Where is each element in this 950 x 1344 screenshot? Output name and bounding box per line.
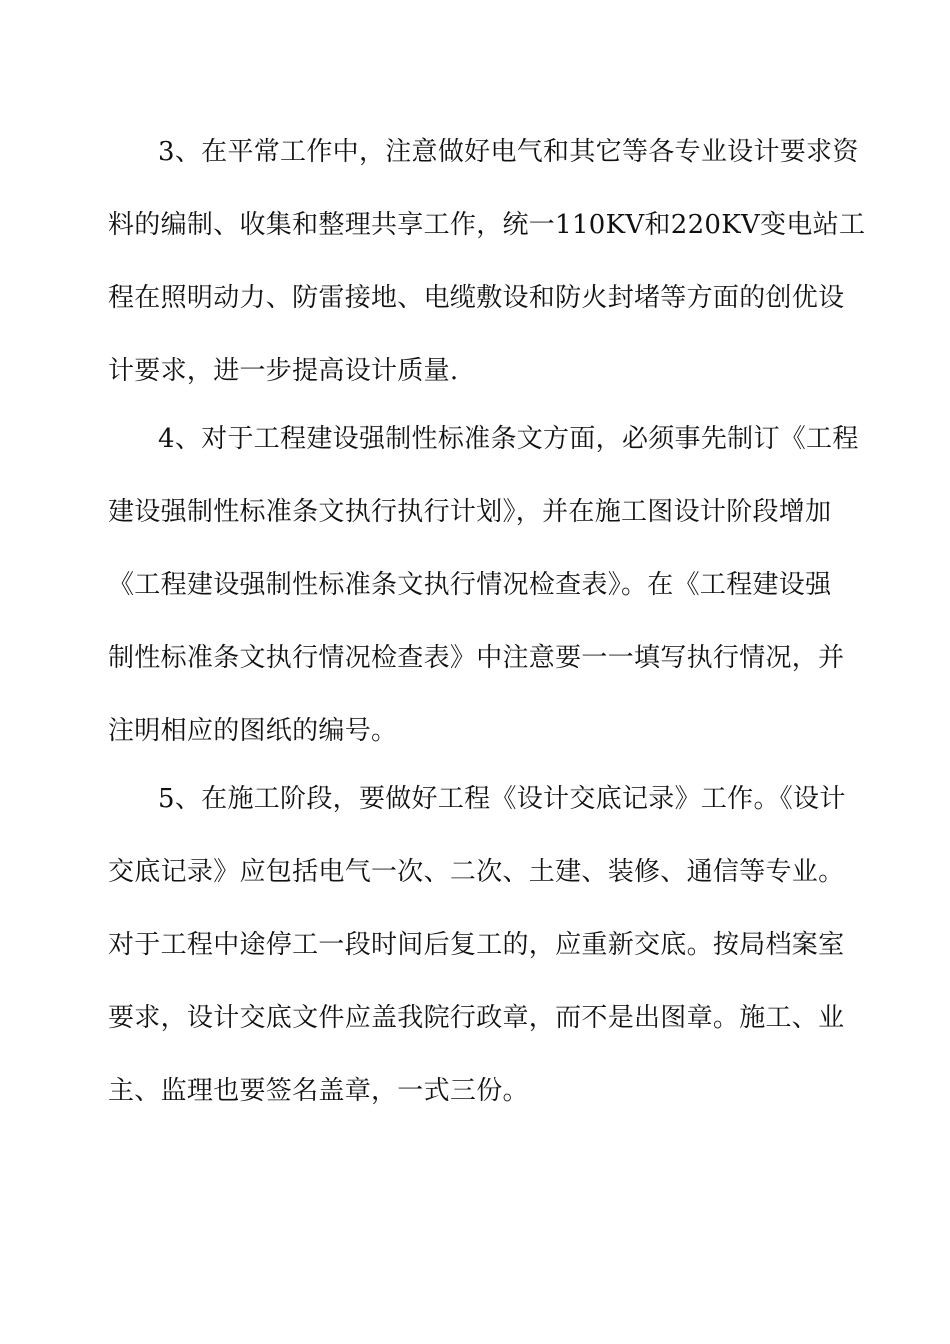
paragraph-line: 3、在平常工作中，注意做好电气和其它等各专业设计要求资 [158, 137, 859, 167]
paragraph-line: 要求，设计交底文件应盖我院行政章，而不是出图章。施工、业 [108, 1003, 845, 1033]
paragraph-line: 《工程建设强制性标准条文执行情况检查表》。在《工程建设强 [108, 570, 832, 600]
paragraph-line: 主、监理也要签名盖章，一式三份。 [108, 1076, 529, 1106]
paragraph-line: 注明相应的图纸的编号。 [108, 716, 398, 746]
paragraph-line: 程在照明动力、防雷接地、电缆敷设和防火封堵等方面的创优设 [108, 283, 845, 313]
paragraph-line: 5、在施工阶段，要做好工程《设计交底记录》工作。《设计 [158, 784, 846, 814]
paragraph-line: 交底记录》应包括电气一次、二次、土建、装修、通信等专业。 [108, 857, 845, 887]
paragraph-item-5 [108, 763, 846, 1128]
paragraph-item-4 [108, 403, 859, 768]
paragraph-line: 4、对于工程建设强制性标准条文方面，必须事先制订《工程 [158, 424, 859, 454]
paragraph-line: 计要求，进一步提高设计质量. [108, 356, 459, 386]
paragraph-line: 对于工程中途停工一段时间后复工的，应重新交底。按局档案室 [108, 930, 845, 960]
paragraph-line: 建设强制性标准条文执行执行计划》，并在施工图设计阶段增加 [108, 497, 832, 527]
paragraph-item-3 [108, 116, 866, 408]
paragraph-line: 料的编制、收集和整理共享工作，统一110KV和220KV变电站工 [108, 210, 866, 240]
paragraph-line: 制性标准条文执行情况检查表》中注意要一一填写执行情况，并 [108, 643, 845, 673]
